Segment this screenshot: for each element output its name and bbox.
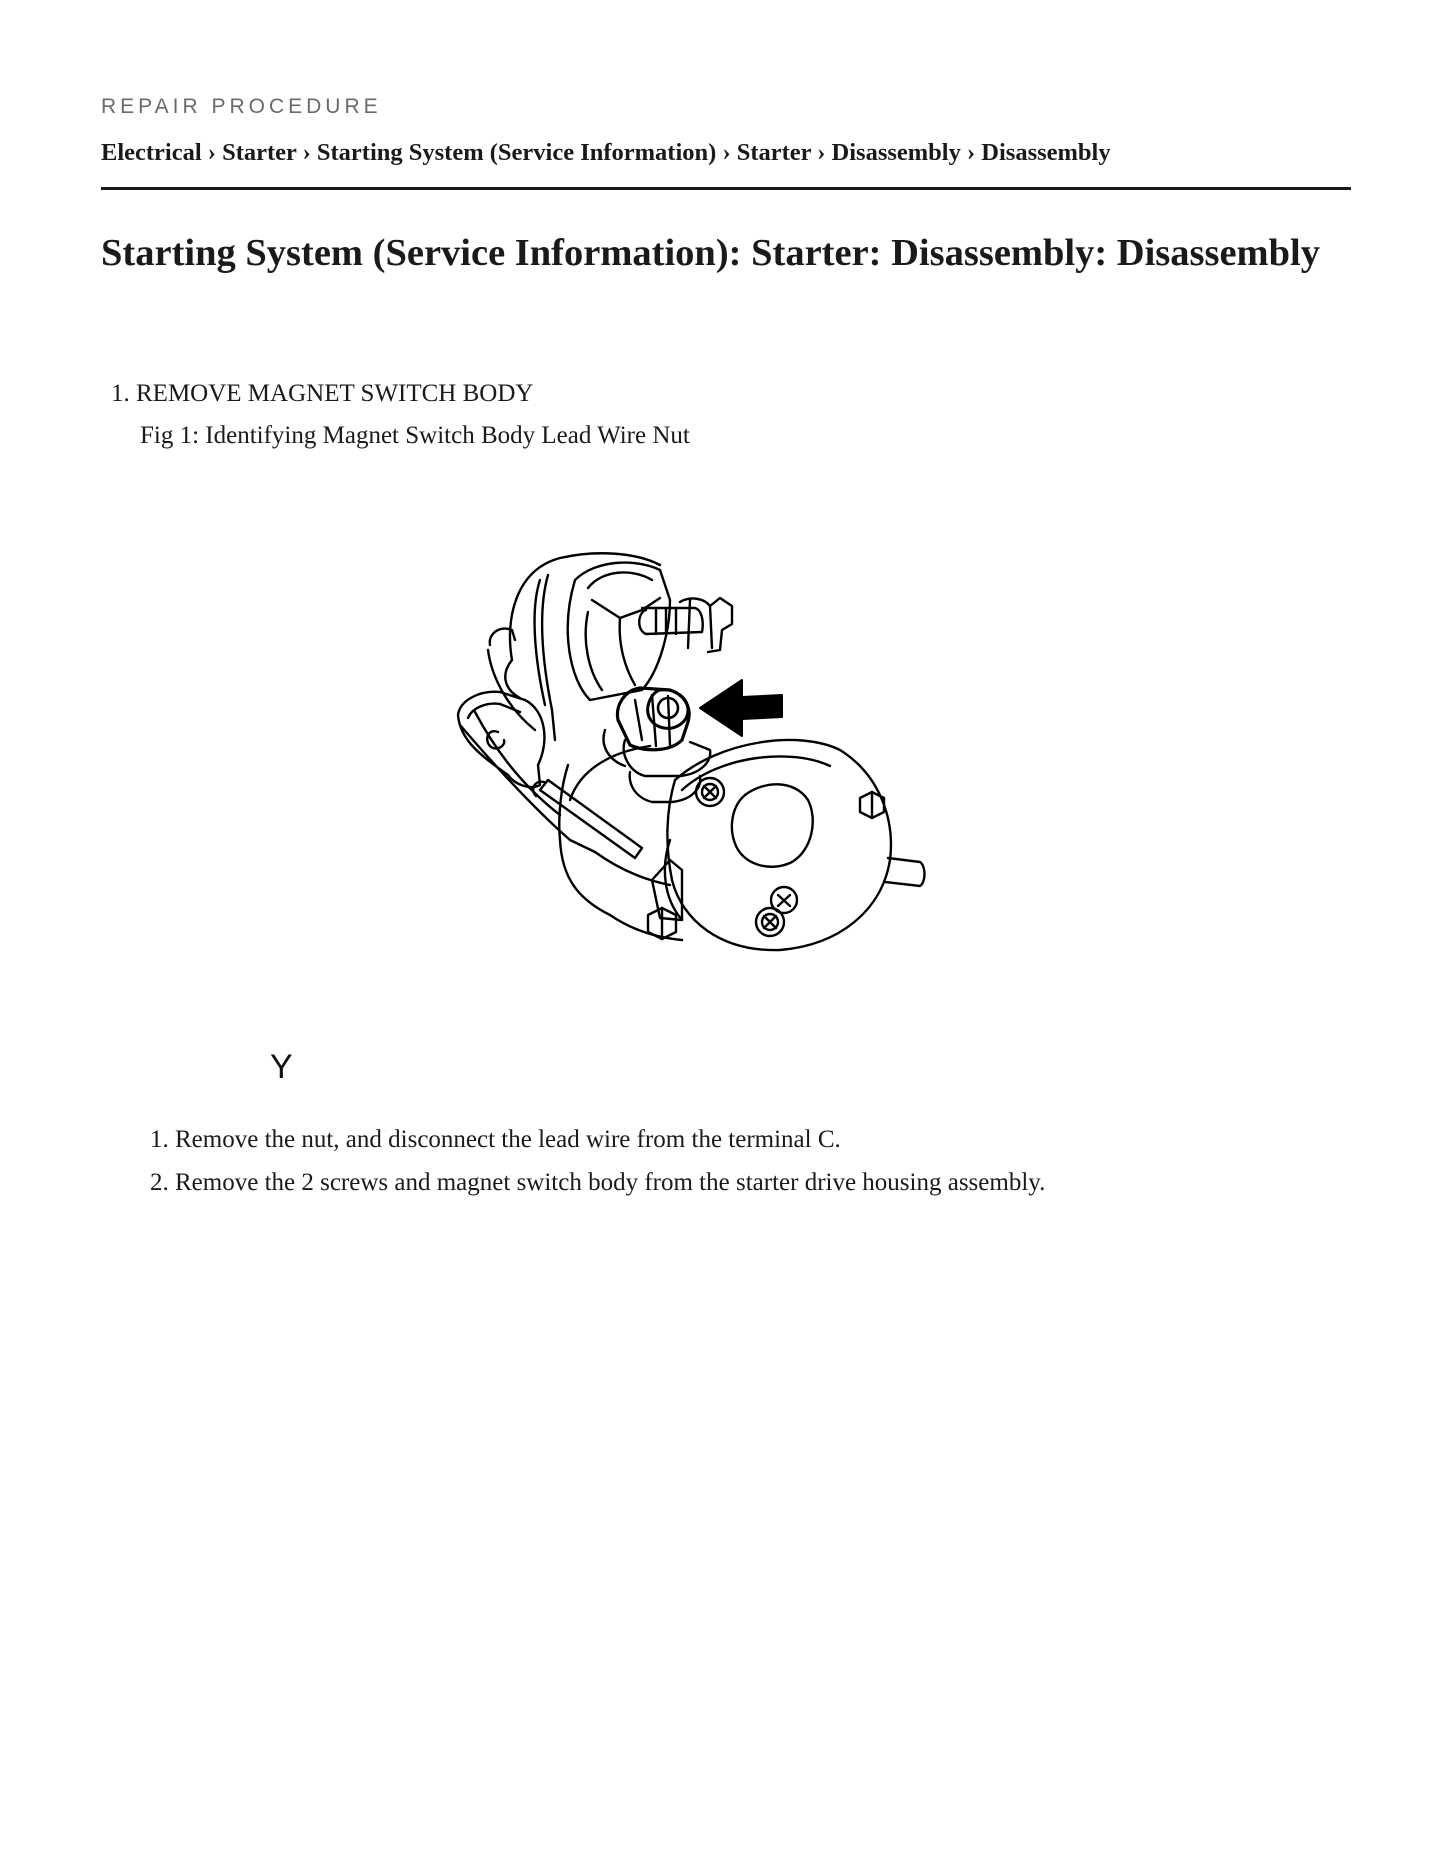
list-item bbox=[150, 1161, 1045, 1204]
breadcrumb-item: Electrical bbox=[101, 139, 202, 166]
step-heading bbox=[111, 378, 533, 410]
substep-number: 2. bbox=[150, 1169, 169, 1196]
page-title: Starting System (Service Information): Starter: Disassembly: Disassembly bbox=[101, 232, 1320, 274]
step-label: REMOVE MAGNET SWITCH BODY bbox=[136, 380, 534, 407]
starter-motor-illustration bbox=[420, 540, 1040, 1040]
substep-text: Remove the 2 screws and magnet switch body from the starter drive housing assembly. bbox=[175, 1169, 1046, 1196]
step-number: 1. bbox=[111, 380, 130, 407]
substep-list bbox=[150, 1118, 1045, 1204]
substep-text: Remove the nut, and disconnect the lead wire from the terminal C. bbox=[175, 1126, 841, 1153]
list-item bbox=[150, 1118, 1045, 1161]
document-type-label: REPAIR PROCEDURE bbox=[101, 95, 382, 118]
breadcrumb-item: Disassembly bbox=[831, 139, 961, 166]
header-divider bbox=[101, 187, 1351, 190]
figure-caption: Fig 1: Identifying Magnet Switch Body Lead Wire Nut bbox=[140, 422, 690, 449]
breadcrumb-separator: › bbox=[817, 139, 826, 166]
breadcrumb-item: Starting System (Service Information) bbox=[316, 139, 717, 166]
breadcrumb-separator: › bbox=[722, 139, 731, 166]
breadcrumb-item: Starter bbox=[222, 139, 297, 166]
breadcrumb-separator: › bbox=[966, 139, 976, 166]
breadcrumb bbox=[101, 139, 1111, 167]
breadcrumb-item: Starter bbox=[736, 139, 812, 166]
breadcrumb-separator: › bbox=[207, 139, 216, 166]
breadcrumb-item: Disassembly bbox=[981, 139, 1111, 166]
substep-number: 1. bbox=[150, 1126, 169, 1153]
figure-code: Y bbox=[270, 1048, 293, 1086]
breadcrumb-separator: › bbox=[302, 139, 311, 166]
